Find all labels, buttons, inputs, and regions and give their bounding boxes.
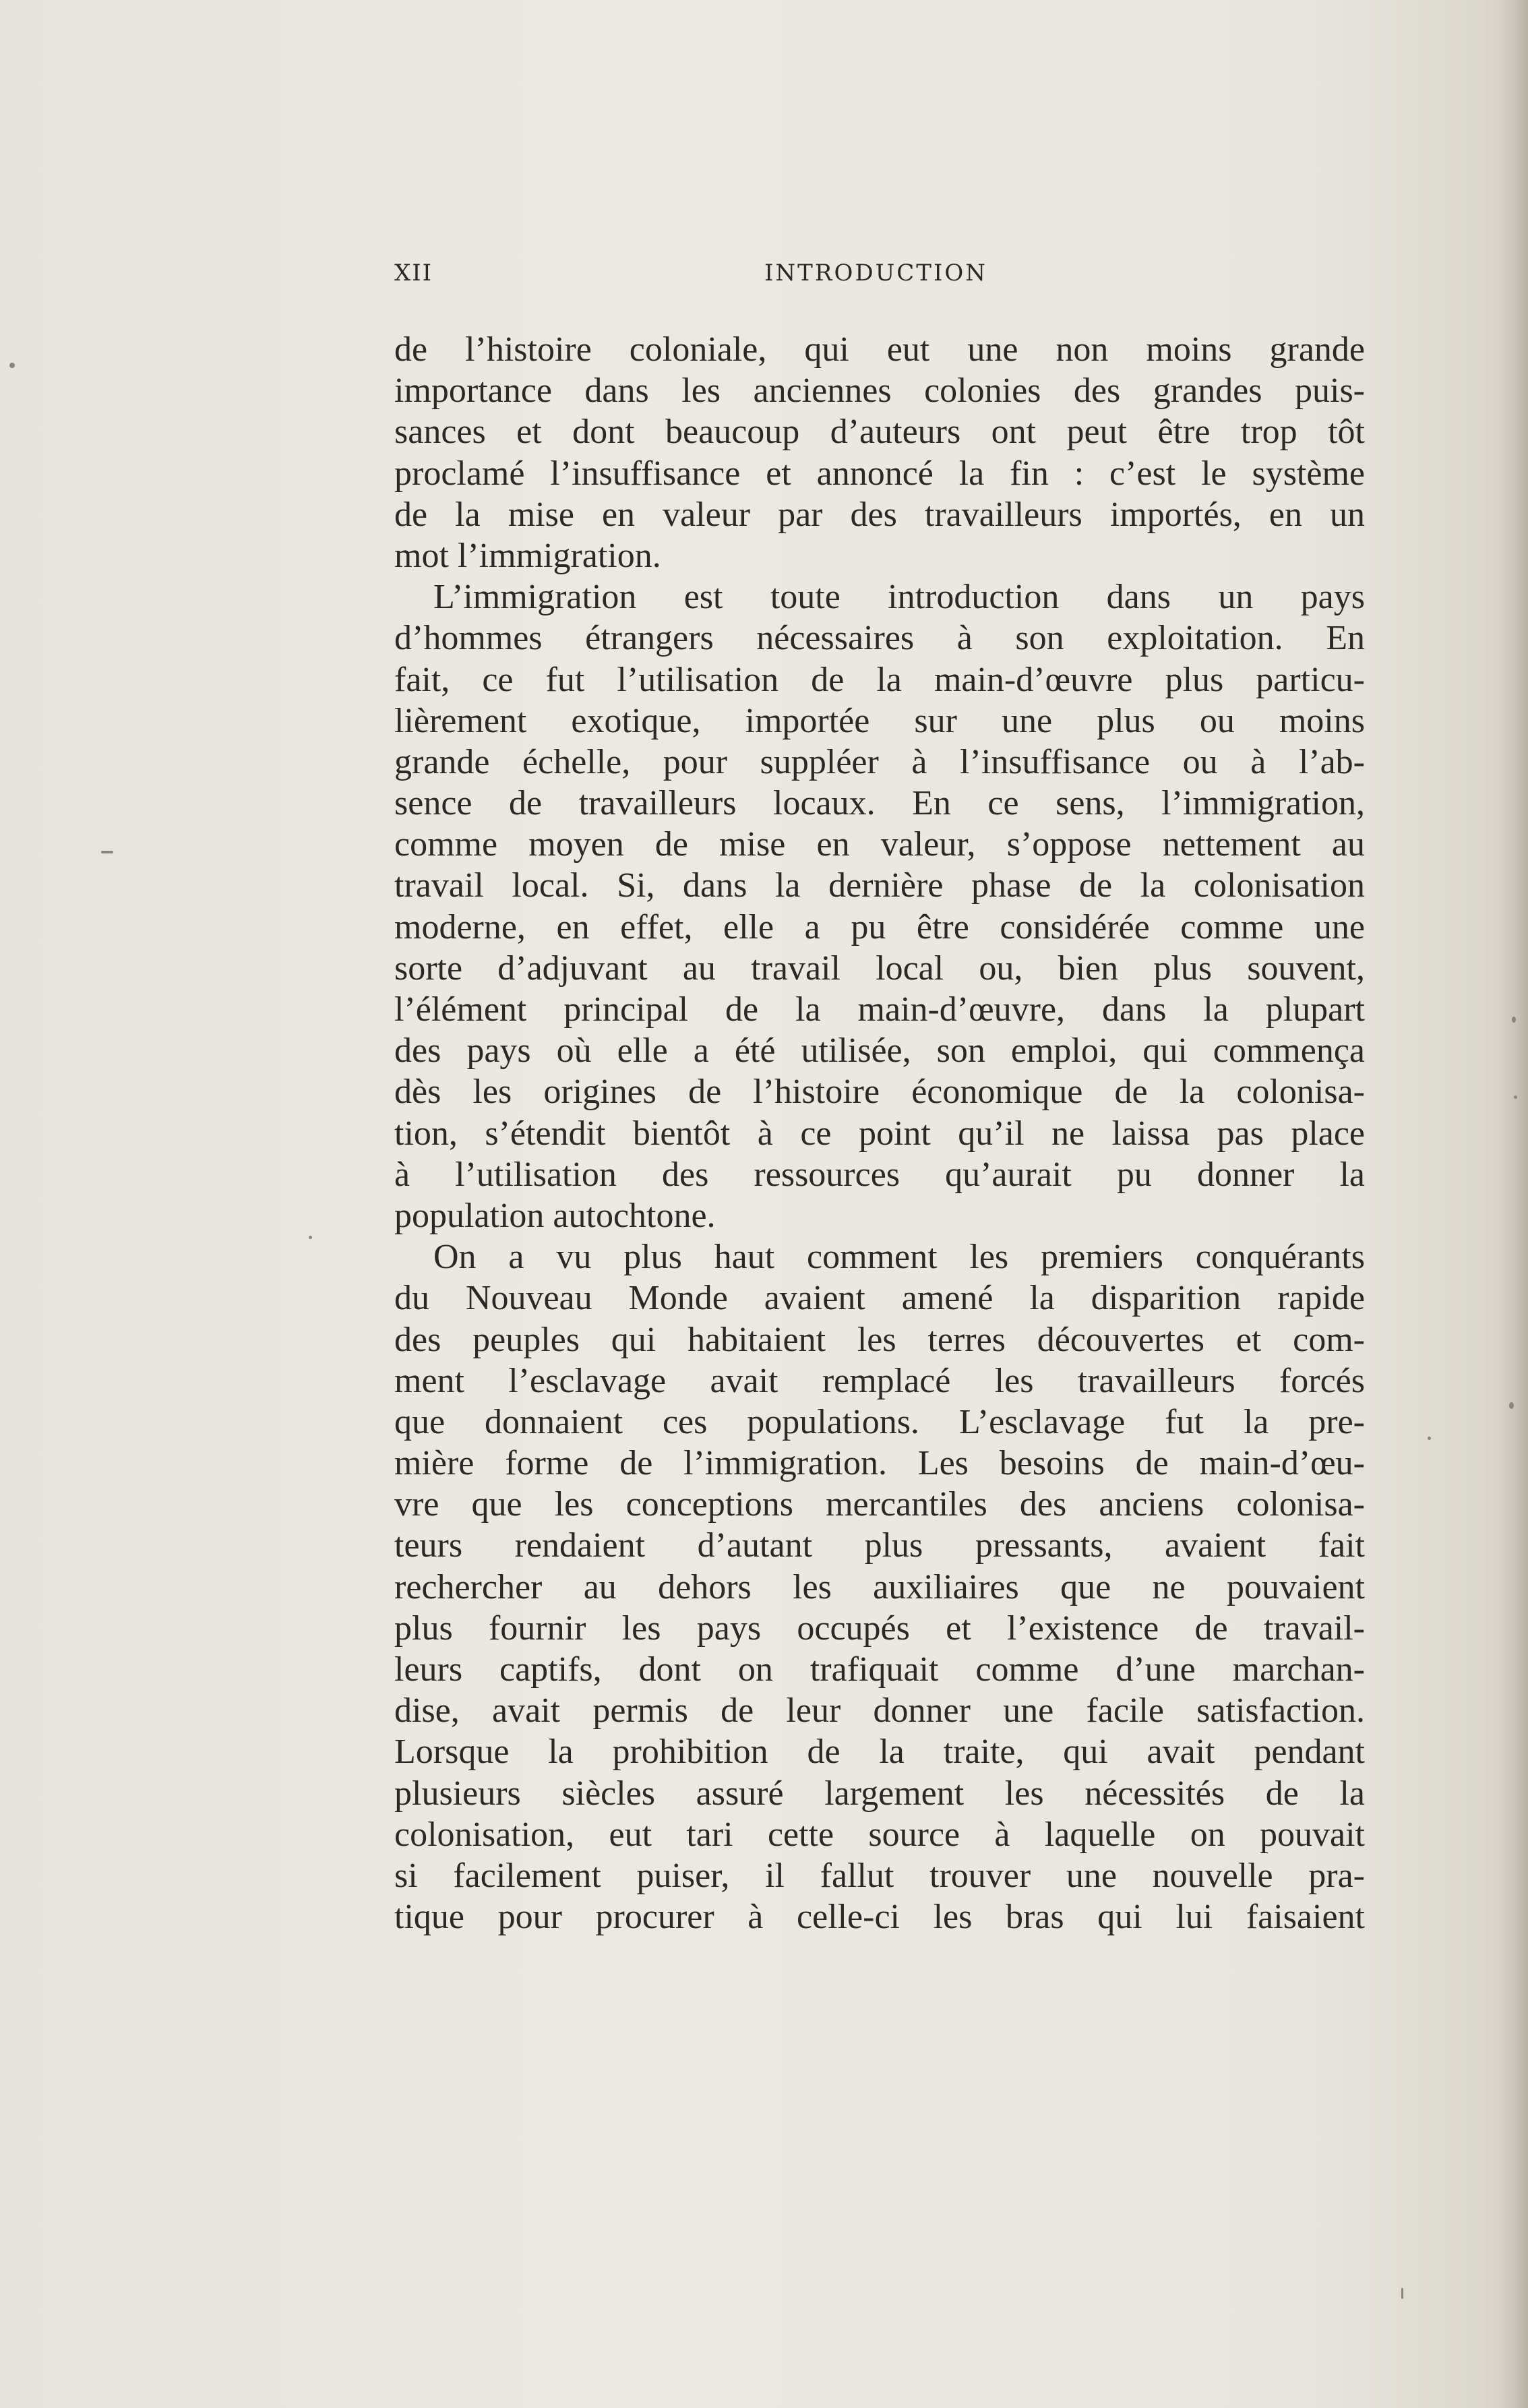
text-line: tion, s’étendit bientôt à ce point qu’il ne laissa pas place [394,1114,1365,1153]
text-line: tique pour procurer à celle-ci les bras qui lui faisaient [394,1898,1365,1937]
page-number: XII [394,260,433,287]
text-line: d’hommes étrangers nécessaires à son exploitation. En [394,619,1365,658]
text-line: rechercher au dehors les auxiliaires que ne pouvaient [394,1567,1365,1606]
text-line: des pays où elle a été utilisée, son emploi, qui commença [394,1031,1365,1071]
text-line: sorte d’adjuvant au travail local ou, bien plus souvent, [394,949,1365,988]
text-line: mot l’immigration. [394,536,661,575]
text-line: lièrement exotique, importée sur une plus ou moins [394,701,1365,740]
text-line: dise, avait permis de leur donner une facile satisfaction. [394,1691,1365,1730]
page-header [394,260,1365,300]
paper-speck [1401,2288,1403,2299]
text-line: sances et dont beaucoup d’auteurs ont peut être trop tôt [394,413,1365,452]
text-line: à l’utilisation des ressources qu’aurait pu donner la [394,1155,1365,1194]
paper-speck [309,1236,312,1239]
running-head: INTRODUCTION [764,260,987,287]
text-line: de la mise en valeur par des travailleurs importés, en un [394,495,1365,534]
paragraph-start-line: L’immigration est toute introduction dans un pays [433,578,1365,617]
text-line: dès les origines de l’histoire économique de la colonisa- [394,1073,1365,1112]
text-line: des peuples qui habitaient les terres découvertes et com- [394,1320,1365,1359]
text-line: plusieurs siècles assuré largement les nécessités de la [394,1774,1365,1813]
paper-speck [101,851,113,853]
paper-speck [1514,1095,1517,1099]
text-line: que donnaient ces populations. L’esclavage fut la pre- [394,1402,1365,1441]
text-line: vre que les conceptions mercantiles des anciens colonisa- [394,1485,1365,1524]
text-line: fait, ce fut l’utilisation de la main-d’œuvre plus particu- [394,660,1365,699]
text-line: importance dans les anciennes colonies des grandes puis- [394,371,1365,411]
text-line: ment l’esclavage avait remplacé les travailleurs forcés [394,1361,1365,1400]
text-line: proclamé l’insuffisance et annoncé la fin : c’est le système [394,454,1365,493]
text-line: sence de travailleurs locaux. En ce sens, l’immigration, [394,784,1365,823]
paper-speck [1512,1017,1516,1023]
page-edge-shadow [1501,0,1528,2408]
text-line: leurs captifs, dont on trafiquait comme d’une marchan- [394,1650,1365,1689]
body-text [394,329,1365,1937]
paper-speck [9,363,15,368]
text-line: teurs rendaient d’autant plus pressants, avaient fait [394,1526,1365,1565]
text-line: l’élément principal de la main-d’œuvre, dans la plupart [394,990,1365,1029]
text-line: travail local. Si, dans la dernière phase de la colonisation [394,866,1365,905]
text-line: si facilement puiser, il fallut trouver une nouvelle pra- [394,1856,1365,1895]
paragraph-start-line: On a vu plus haut comment les premiers conquérants [433,1238,1365,1277]
text-line: Lorsque la prohibition de la traite, qui avait pendant [394,1733,1365,1772]
paper-speck [1428,1437,1431,1440]
text-line: population autochtone. [394,1196,716,1235]
text-line: plus fournir les pays occupés et l’existence de travail- [394,1608,1365,1648]
text-line: mière forme de l’immigration. Les besoins de main-d’œu- [394,1444,1365,1483]
text-line: du Nouveau Monde avaient amené la disparition rapide [394,1279,1365,1318]
paper-speck [1509,1402,1514,1409]
text-line: colonisation, eut tari cette source à laquelle on pouvait [394,1815,1365,1854]
text-line: moderne, en effet, elle a pu être considérée comme une [394,907,1365,946]
text-line: comme moyen de mise en valeur, s’oppose nettement au [394,825,1365,864]
text-line: de l’histoire coloniale, qui eut une non moins grande [394,330,1365,369]
text-line: grande échelle, pour suppléer à l’insuffisance ou à l’ab- [394,742,1365,781]
